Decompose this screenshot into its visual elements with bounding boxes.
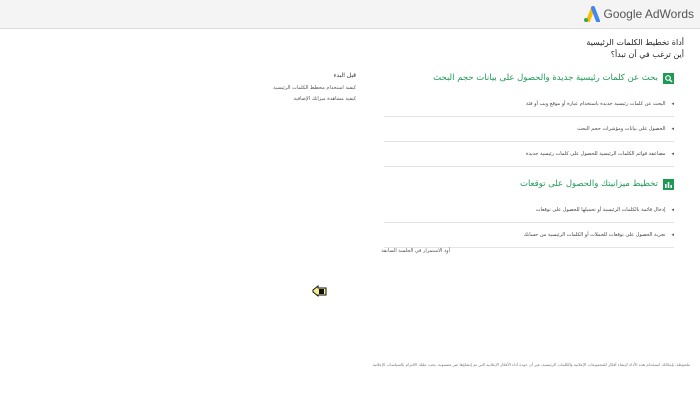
option-label: إدخال قائمة بالكلمات الرئيسية أو تحميلها للحصول على توقعات: [535, 207, 666, 213]
option-search-volume-data[interactable]: [384, 117, 674, 142]
hand-cursor-icon: [311, 284, 329, 298]
adwords-logo[interactable]: [582, 4, 695, 24]
option-label: تجربة الحصول على توقعات للحملات أو الكلمات الرئيسية من حسابك: [523, 232, 666, 238]
section-header[interactable]: [384, 176, 674, 192]
option-upload-keyword-list[interactable]: [384, 198, 674, 223]
help-link-how-to-use[interactable]: كيفية استخدام مخطط الكلمات الرئيسية: [273, 85, 356, 91]
section-plan-budget: [384, 176, 674, 248]
caret-left-icon: ◂: [671, 101, 674, 107]
before-you-start-title: قبل البدء: [333, 72, 356, 79]
bar-chart-icon: [663, 179, 674, 190]
option-search-new-keywords[interactable]: [384, 92, 674, 117]
option-label: الحصول على بيانات ومؤشرات حجم البحث: [577, 126, 666, 132]
continue-previous-session-link[interactable]: أود الاستمرار في الجلسة السابقة: [381, 248, 450, 254]
option-multiply-keyword-lists[interactable]: [384, 142, 674, 167]
magnifier-icon: [663, 73, 674, 84]
brand-name: Google AdWords: [603, 7, 694, 21]
page-subtitle: أين ترغب في أن تبدأ؟: [610, 50, 684, 59]
adwords-logo-icon: [582, 6, 600, 22]
option-label: مضاعفة قوائم الكلمات الرئيسية للحصول على كلمات رئيسية جديدة: [526, 151, 666, 157]
option-label: البحث عن كلمات رئيسية جديدة باستخدام عبارة أو موقع ويب أو فئة: [525, 101, 666, 107]
section-find-keywords: [384, 70, 674, 167]
caret-left-icon: ◂: [671, 151, 674, 157]
top-bar: [0, 0, 700, 29]
section-header[interactable]: [384, 70, 674, 86]
section-title: تخطيط ميزانيتك والحصول على توقعات: [519, 179, 658, 189]
option-forecast-from-account[interactable]: [384, 223, 674, 248]
help-link-extra-features[interactable]: كيفية مشاهدة ميزاتك الإضافية: [293, 96, 356, 102]
caret-left-icon: ◂: [671, 232, 674, 238]
page-title: أداة تخطيط الكلمات الرئيسية: [586, 38, 684, 47]
caret-left-icon: ◂: [671, 126, 674, 132]
option-list: [384, 92, 674, 167]
before-you-start-panel: [266, 72, 356, 107]
legal-disclaimer: ملحوظة: بإمكانك استخدام هذه الأداة لإنشاء أفكار للمجموعات الإعلانية والكلمات الرئيسية، غير أن جودة أداء الأفكار الإعلانية التي تم إنشاؤها غير مضمونة. يجب عليك الالتزام بالسياسات الإعلانية: [372, 362, 690, 367]
section-title: بحث عن كلمات رئيسية جديدة والحصول على بيانات حجم البحث: [433, 73, 658, 83]
caret-left-icon: ◂: [671, 207, 674, 213]
option-list: [384, 198, 674, 248]
